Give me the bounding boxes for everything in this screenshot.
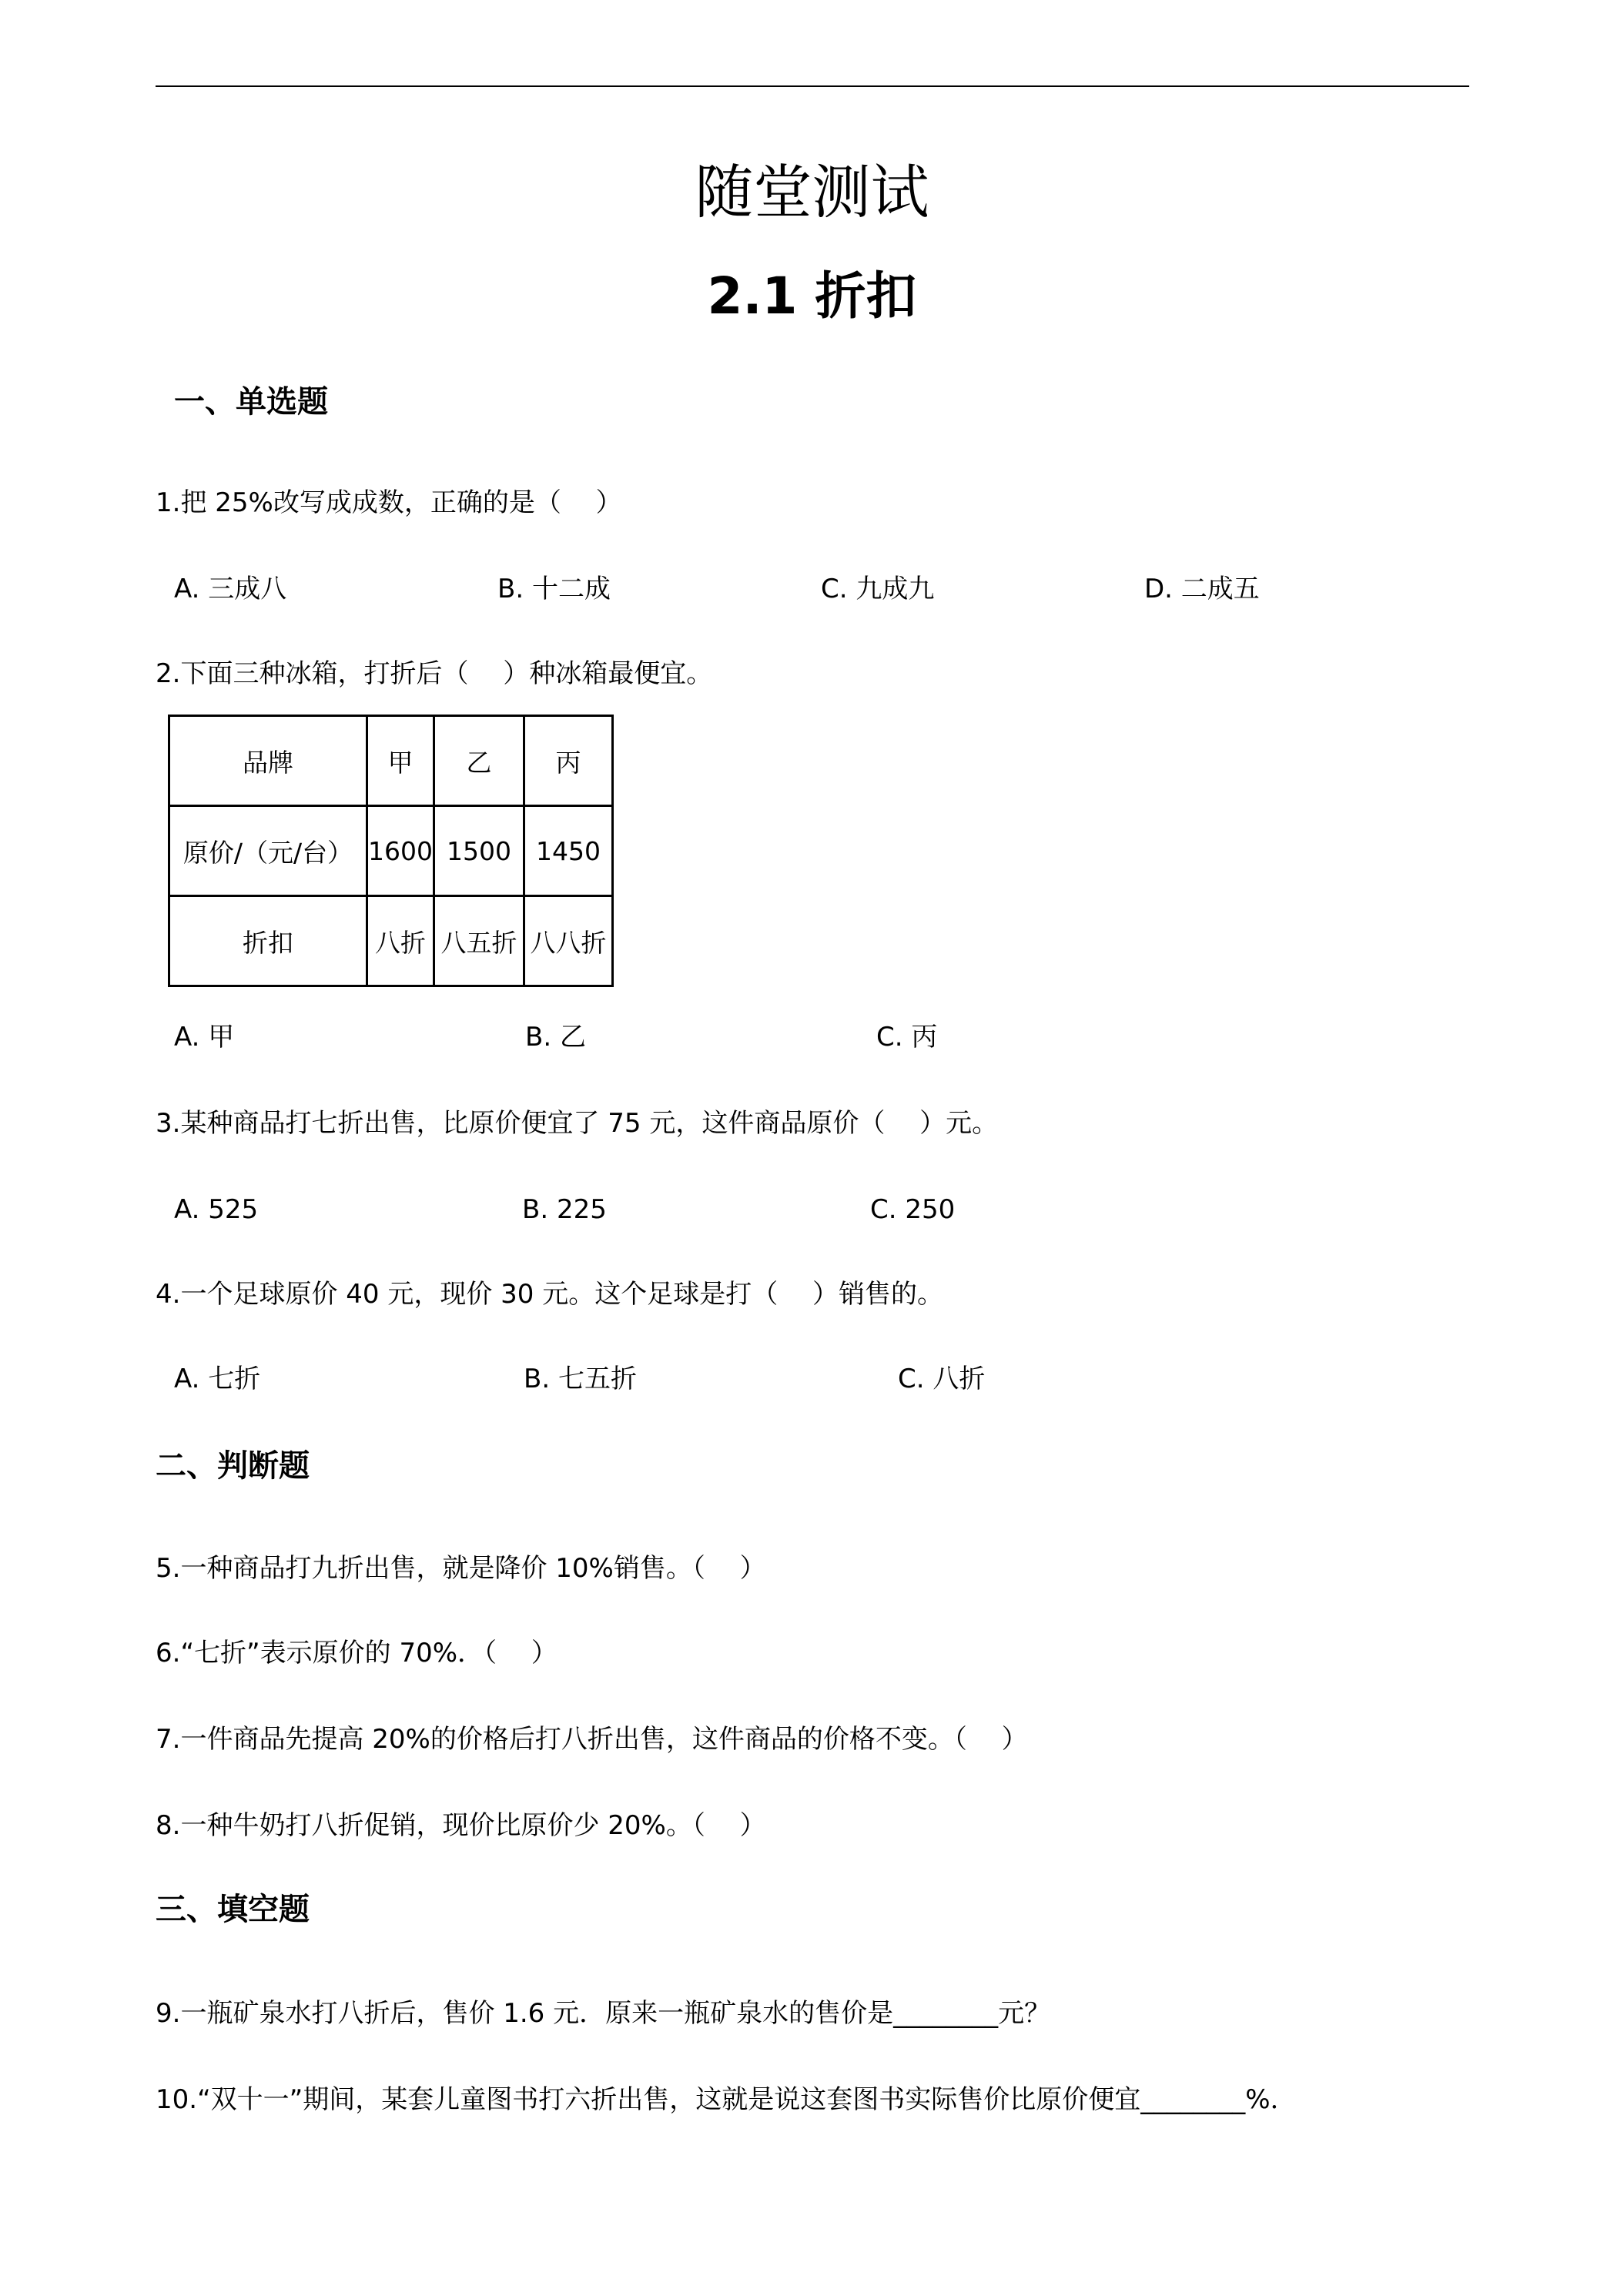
section-heading-true-false: 二、判断题 [156, 1448, 310, 1484]
table-row [169, 716, 613, 806]
table-cell: 1600 [367, 806, 434, 896]
question-9: 9.一瓶矿泉水打八折后，售价 1.6 元．原来一瓶矿泉水的售价是________元？ [156, 1998, 1051, 2029]
question-4: 4.一个足球原价 40 元，现价 30 元。这个足球是打（ ）销售的。 [156, 1279, 944, 1310]
question-5: 5.一种商品打九折出售，就是降价 10%销售。（ ） [156, 1553, 766, 1584]
question-6: 6.“七折”表示原价的 70%．（ ） [156, 1638, 558, 1668]
q4-option-b: B. 七五折 [524, 1364, 637, 1394]
q1-option-d: D. 二成五 [1144, 574, 1260, 604]
question-7: 7.一件商品先提高 20%的价格后打八折出售，这件商品的价格不变。（ ） [156, 1724, 1028, 1755]
table-cell: 乙 [434, 716, 524, 806]
section-heading-single-choice: 一、单选题 [174, 384, 328, 420]
q1-option-b: B. 十二成 [497, 574, 611, 604]
question-8: 8.一种牛奶打八折促销，现价比原价少 20%。（ ） [156, 1810, 766, 1841]
table-cell: 八折 [367, 896, 434, 986]
table-cell: 甲 [367, 716, 434, 806]
table-cell: 品牌 [169, 716, 367, 806]
section-heading-fill-blank: 三、填空题 [156, 1892, 310, 1927]
table-cell: 八八折 [524, 896, 612, 986]
table-cell: 1500 [434, 806, 524, 896]
header-rule [156, 85, 1469, 87]
q1-option-a: A. 三成八 [174, 574, 287, 604]
q2-option-c: C. 丙 [876, 1022, 938, 1053]
q2-option-a: A. 甲 [174, 1022, 235, 1053]
q3-option-a: A. 525 [174, 1194, 259, 1225]
fridge-price-table [168, 715, 614, 987]
table-cell: 丙 [524, 716, 612, 806]
q3-option-b: B. 225 [522, 1194, 607, 1225]
table-row [169, 896, 613, 986]
q2-option-b: B. 乙 [525, 1022, 586, 1053]
page-subtitle: 2.1 折扣 [707, 266, 917, 326]
question-1: 1.把 25%改写成成数，正确的是（ ） [156, 487, 622, 518]
q4-option-c: C. 八折 [898, 1364, 986, 1394]
table-cell: 八五折 [434, 896, 524, 986]
table-cell: 1450 [524, 806, 612, 896]
table-cell: 原价/（元/台） [169, 806, 367, 896]
question-3: 3.某种商品打七折出售，比原价便宜了 75 元，这件商品原价（ ）元。 [156, 1108, 999, 1139]
question-10: 10.“双十一”期间，某套儿童图书打六折出售，这就是说这套图书实际售价比原价便宜________%． [156, 2084, 1297, 2115]
q4-option-a: A. 七折 [174, 1364, 261, 1394]
table-row [169, 806, 613, 896]
q1-option-c: C. 九成九 [821, 574, 935, 604]
table-cell: 折扣 [169, 896, 367, 986]
page-title: 随堂测试 [695, 158, 929, 226]
q3-option-c: C. 250 [870, 1194, 956, 1225]
question-2: 2.下面三种冰箱，打折后（ ）种冰箱最便宜。 [156, 658, 713, 689]
